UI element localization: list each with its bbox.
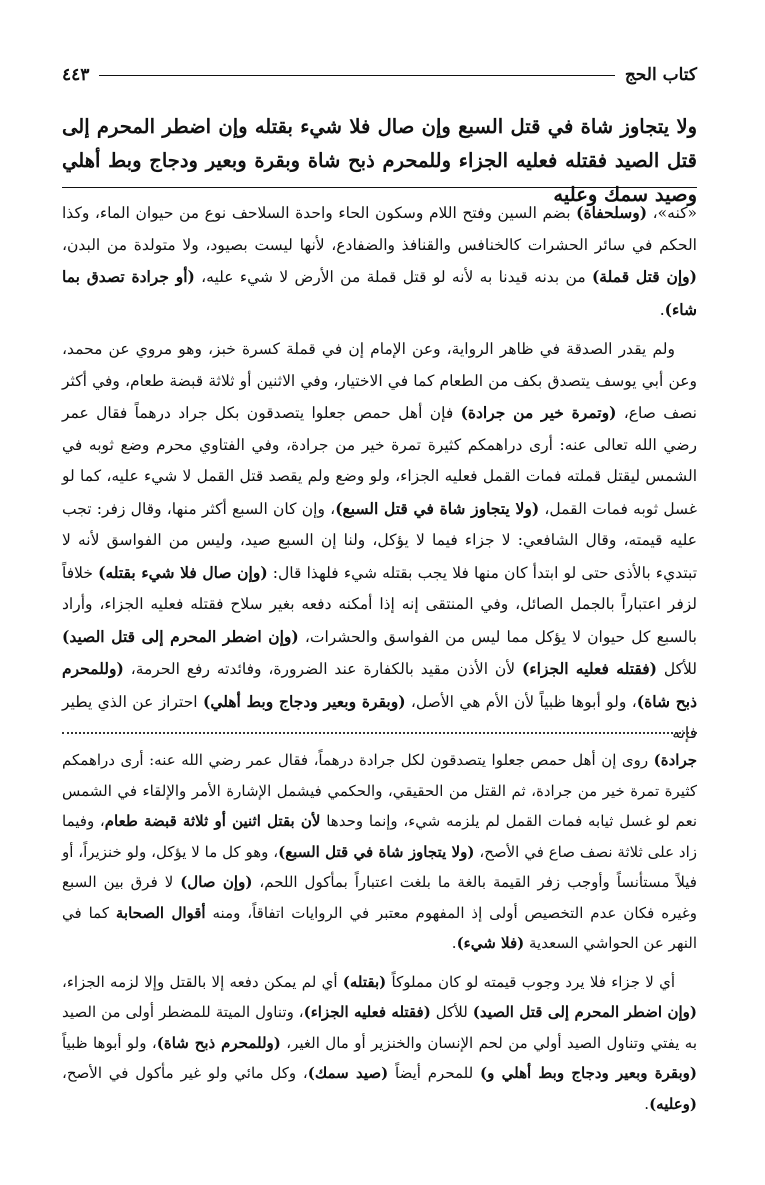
commentary-paragraph xyxy=(62,334,697,750)
quoted-term: (ولا يتجاوز شاة في قتل السبع) xyxy=(335,498,540,518)
quoted-term: (وإن صال فلا شيء بقتله) xyxy=(98,562,268,582)
text-run: ، وهو كل ما لا يؤكل، ولو خنزيراً، أو فيلاً مستأنساً وأوجب زفر القيمة بالغة ما بلغت اعتباراً بمأكول اللحم، xyxy=(62,842,697,891)
text-run: بضم السين وفتح اللام وسكون الحاء واحدة السلاحف نوع من حيوان الماء، وكذا الحكم في سائر الحشرات كالخنافس والقنافذ والضفادع، لأنها ليست بصيود، ولا متولدة من البدن، xyxy=(62,204,697,254)
text-run: فإن أهل حمص جعلوا يتصدقون بكل جراد درهماً فقال عمر رضي الله تعالى عنه: أرى دراهمكم كثيرة تمرة خير من جرادة، وفي الفتاوي محرم وضع ثوبه في الشمس ليقتل قملته فمات القمل فعليه الجزاء، ولو وضع ولم يقصد قتل القمل لا شيء عليه، كما لو غسل ثوبه فمات القمل، xyxy=(62,404,697,518)
text-run: كما في النهر عن الحواشي السعدية xyxy=(62,903,697,952)
text-run: ، ولو أبوها ظبياً xyxy=(62,1033,157,1052)
commentary xyxy=(62,197,697,758)
text-run: أي لم يمكن دفعه إلا بالقتل وإلا لزمه الجزاء، xyxy=(62,972,343,991)
text-run: لا فرق بين السبع وغيره فكان عدم التخصيص أولى إذ المفهوم معتبر في الروايات اتفاقاً، ومنه xyxy=(62,873,698,922)
header-rule xyxy=(99,75,614,76)
running-header xyxy=(62,62,697,88)
quoted-term: (وإن صال) xyxy=(180,873,253,891)
text-run: للأكل xyxy=(430,1003,473,1021)
quoted-term: (فقتله فعليه الجزاء) xyxy=(522,659,657,678)
quoted-term: (فقتله فعليه الجزاء) xyxy=(303,1003,431,1021)
quoted-term: (وإن اضطر المحرم إلى قتل الصيد) xyxy=(62,626,299,646)
quoted-term: (وإن اضطر المحرم إلى قتل الصيد) xyxy=(472,1003,697,1021)
text-run: ، وفيما زاد على ثلاثة نصف صاع في الأصح، xyxy=(62,812,698,861)
footnote-paragraph xyxy=(62,745,697,959)
quoted-term: (بقتله) xyxy=(342,972,387,991)
main-text: ولا يتجاوز شاة في قتل السبع وإن صال فلا شيء بقتله وإن اضطر المحرم إلى قتل الصيد فقتله فعليه الجزاء وللمحرم ذبح شاة وبقرة وبعير ودجاج وبط أهلي وصيد سمك وعليه xyxy=(62,115,697,206)
text-run: خلافاً لزفر اعتباراً بالجمل الصائل، وفي المنتقى إنه إذا أمكنه دفعه بغير سلاح فقتله فعليه الجزاء، وأراد بالسبع كل حيوان لا يؤكل مما ليس من الفواسق والحشرات، xyxy=(62,563,697,646)
text-run: للأكل xyxy=(657,660,697,678)
text-run: ، وإن كان السبع أكثر منها، وقال زفر: تجب عليه قيمته، وقال الشافعي: لا جزاء فيما لا يؤكل، ولنا إن السبع صيد، وليس من الفواسق لأنه لا تبتديء بالأذى حتى لو ابتدأ كان منها فلا يجب بقتله شيء فلهذا قال: xyxy=(62,499,698,582)
quoted-term: (وبقرة وبعير ودجاج وبط أهلي) xyxy=(202,691,406,711)
quoted-term: (وللمحرم ذبح شاة) xyxy=(156,1033,281,1052)
quoted-term: (أو جرادة تصدق بما شاء) xyxy=(62,267,697,319)
text-run: . xyxy=(659,300,665,319)
text-run: ، ولو أبوها ظبياً لأن الأم هي الأصل، xyxy=(405,692,637,711)
quoted-term: (فلا شيء) xyxy=(456,934,525,952)
text-run: احتراز عن الذي يطير فإنه xyxy=(62,692,697,742)
quoted-term: (وعليه) xyxy=(649,1094,697,1113)
quoted-term: أقوال الصحابة xyxy=(115,903,206,922)
quoted-term: (وإن قتل قملة) xyxy=(591,267,697,286)
text-run: للمحرم أيضاً xyxy=(388,1064,481,1082)
text-run: ، وكل مائي ولو غير مأكول في الأصح، xyxy=(62,1064,308,1082)
quoted-term: (ولا يتجاوز شاة في قتل السبع) xyxy=(278,842,475,861)
text-run: «كنه»، xyxy=(647,204,697,222)
text-run: . xyxy=(644,1094,650,1113)
text-run: ، وتناول الميتة للمضطر أولى من الصيد به يفتي وتناول الصيد أولي من لحم الإنسان والخنزير أو مال الغير، xyxy=(62,1003,698,1052)
book-title: كتاب الحج xyxy=(624,65,697,85)
text-run: . xyxy=(451,934,457,952)
quoted-term: جرادة) xyxy=(653,751,697,769)
page-number: ٤٤٣ xyxy=(62,65,90,85)
footnote xyxy=(62,745,697,1127)
footnote-separator xyxy=(62,722,697,734)
footnote-paragraph xyxy=(62,967,697,1120)
quoted-term: (وبقرة وبعير ودجاج وبط أهلي و) xyxy=(480,1064,697,1082)
quoted-term: (وتمرة خير من جرادة) xyxy=(460,403,617,422)
text-run: لأن الأذن مقيد بالكفارة عند الضرورة، وفائدته رفع الحرمة، xyxy=(123,660,523,678)
quoted-term: (وللمحرم ذبح شاة) xyxy=(62,659,697,711)
quoted-term: لأن بقتل اثنين أو ثلاثة قبضة طعام xyxy=(104,812,321,830)
quoted-term: (صيد سمك) xyxy=(307,1064,389,1082)
text-run: من بدنه قيدنا به لأنه لو قتل قملة من الأرض لا شيء عليه، xyxy=(194,268,592,286)
text-run: روى إن أهل حمص جعلوا يتصدقون لكل جرادة درهماً، فقال عمر رضي الله عنه: أرى دراهمكم كثيرة تمرة خير من جرادة، ثم القتل من الحقيقي، والحكمي فيشمل الإشارة الأمر والإلقاء في الشمس نعم لو غسل ثيابه فمات القمل لم يلزمه شيء، وإنما وحدها xyxy=(62,751,697,830)
text-run: أي لا جزاء فلا يرد وجوب قيمته لو كان مملوكاً xyxy=(386,972,675,991)
text-run: ولم يقدر الصدقة في ظاهر الرواية، وعن الإمام إن في قملة كسرة خبز، وهو مروي عن محمد، وعن أبي يوسف يتصدق بكف من الطعام كما في الاختيار، وفي الاثنين أو ثلاثة قبضة طعام، وفي أكثر نصف صاع، xyxy=(62,340,698,422)
quoted-term: (وسلحفاة) xyxy=(576,203,648,222)
main-text-rule xyxy=(62,187,697,188)
commentary-paragraph xyxy=(62,197,697,326)
